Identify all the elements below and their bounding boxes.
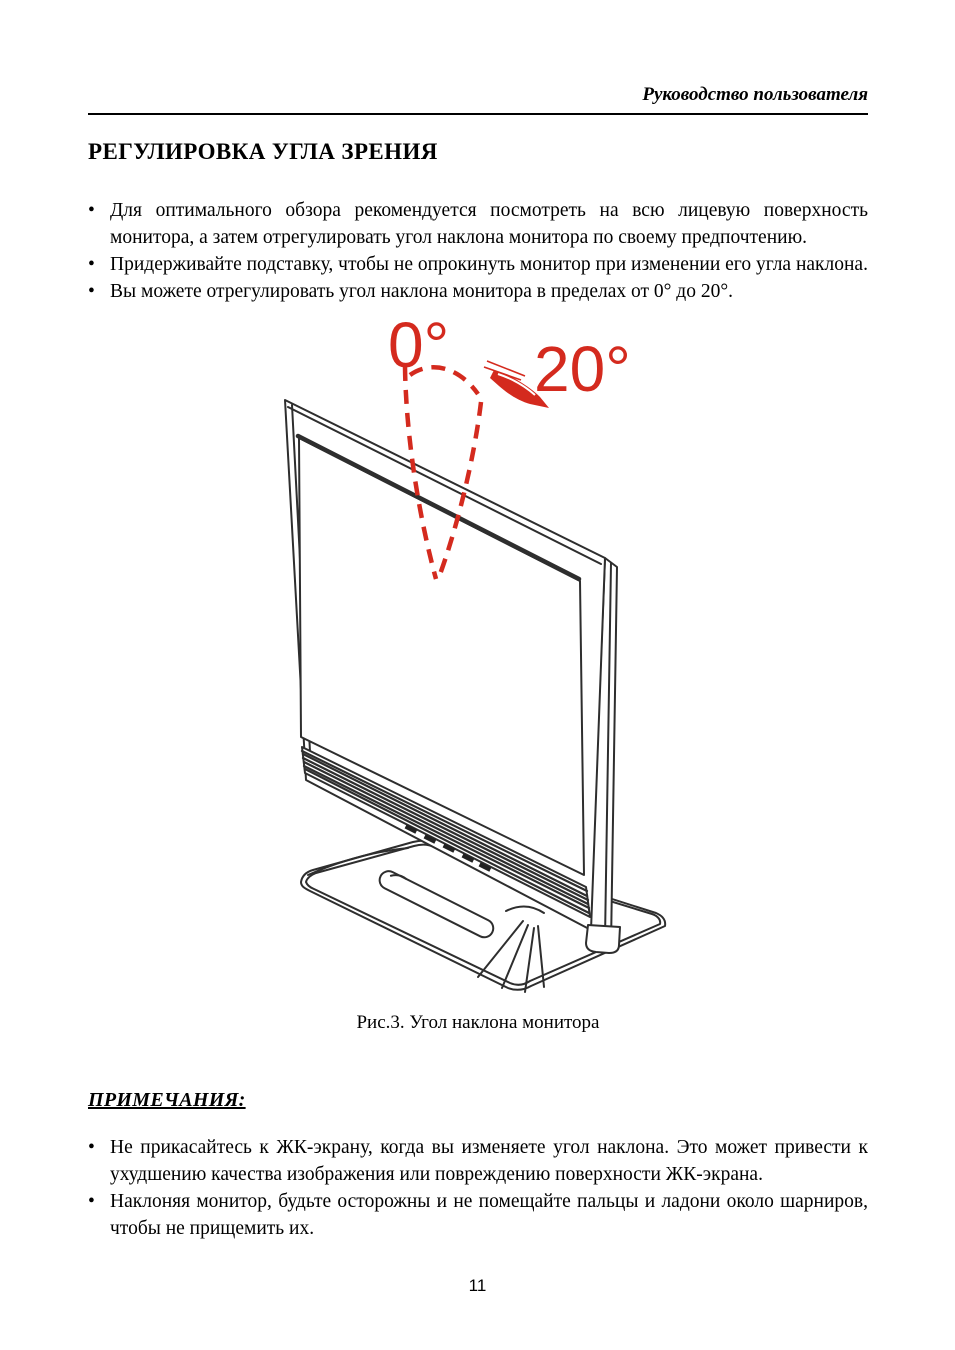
figure <box>88 305 868 1005</box>
bullet-marker: • <box>88 254 95 275</box>
list-item <box>88 278 868 305</box>
page-title: РЕГУЛИРОВКА УГЛА ЗРЕНИЯ <box>88 139 438 164</box>
list-item <box>88 1134 868 1188</box>
monitor-tilt-diagram <box>278 305 678 1005</box>
bullet-list <box>88 197 868 305</box>
angle-label-min: 0° <box>388 309 450 381</box>
figure-caption: Рис.3. Угол наклона монитора <box>356 1012 600 1033</box>
header-title: Руководство пользователя <box>642 84 868 105</box>
bullet-text: Вы можете отрегулировать угол наклона монитора в пределах от 0° до 20°. <box>110 281 734 302</box>
list-item <box>88 197 868 251</box>
list-item <box>88 1188 868 1242</box>
bullet-text: Для оптимального обзора рекомендуется посмотреть на всю лицевую поверхность монитора, а затем отрегулировать угол наклона монитора по своему предпочтению. <box>110 200 868 248</box>
bullet-text: Придерживайте подставку, чтобы не опрокинуть монитор при изменении его угла наклона. <box>110 254 868 275</box>
angle-label-max: 20° <box>534 333 631 405</box>
notes-heading: ПРИМЕЧАНИЯ: <box>88 1089 246 1111</box>
bullet-marker: • <box>88 281 95 302</box>
bullet-marker: • <box>88 200 95 221</box>
bullet-marker: • <box>88 1191 95 1212</box>
header-rule <box>88 113 868 115</box>
stand-neck-foot <box>586 925 620 953</box>
bullet-marker: • <box>88 1137 95 1158</box>
note-text: Не прикасайтесь к ЖК-экрану, когда вы изменяете угол наклона. Это может привести к ухудшению качества изображения или повреждению поверхности ЖК-экрана. <box>110 1137 868 1185</box>
list-item <box>88 251 868 278</box>
notes-list <box>88 1134 868 1242</box>
note-text: Наклоняя монитор, будьте осторожны и не помещайте пальцы и ладони около шарниров, чтобы не прищемить их. <box>110 1191 868 1239</box>
page-number: 11 <box>468 1276 487 1295</box>
